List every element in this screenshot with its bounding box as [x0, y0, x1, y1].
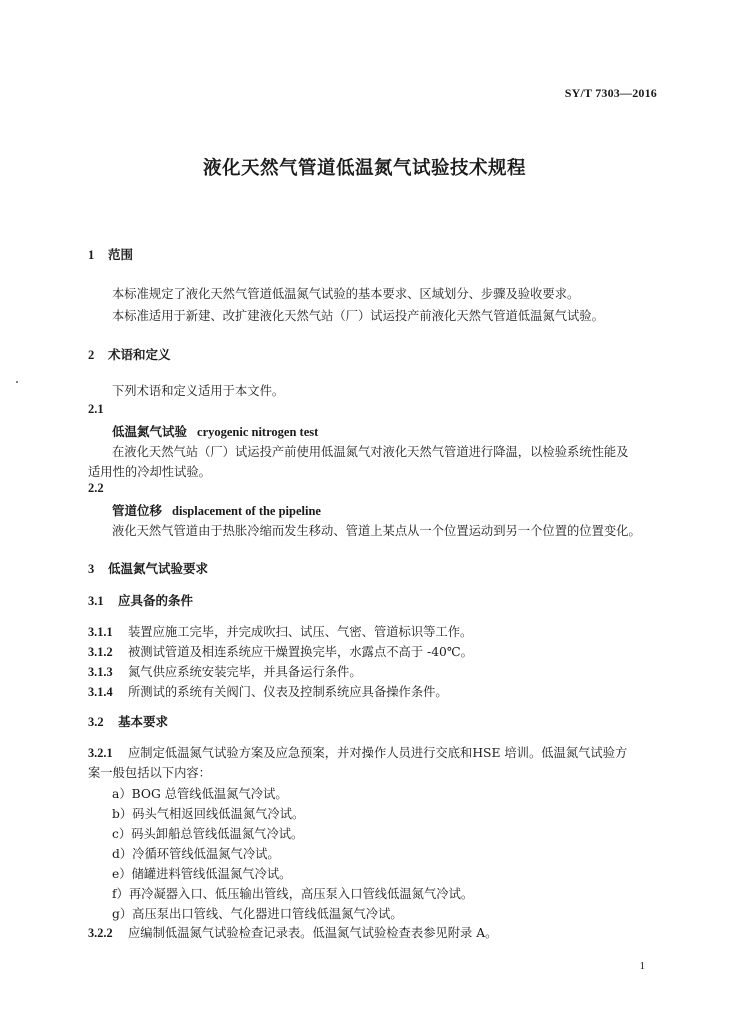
clause-number: 3.2.1 [88, 746, 113, 760]
subsection-title: 应具备的条件 [118, 593, 194, 608]
list-item: c）码头卸船总管线低温氮气冷试。 [112, 827, 304, 841]
clause-text-cont: 案一般包括以下内容： [88, 766, 211, 780]
list-item: d）冷循环管线低温氮气冷试。 [112, 847, 280, 861]
term-definition-cont: 适用性的冷却性试验。 [88, 465, 211, 479]
list-item: e）储罐进料管线低温氮气冷试。 [112, 867, 292, 881]
term-zh: 低温氮气试验 [112, 424, 188, 439]
term-number: 2.1 [88, 402, 104, 416]
clause-text: 应编制低温氮气试验检查记录表。低温氮气试验检查表参见附录 A。 [128, 926, 498, 940]
scan-speck [16, 381, 18, 383]
clause-text: 应制定低温氮气试验方案及应急预案，并对操作人员进行交底和HSE 培训。低温氮气试验方 [128, 746, 628, 760]
subsection-number: 3.2 [88, 715, 104, 729]
section-2-heading [88, 345, 171, 363]
section-number: 2 [88, 348, 95, 362]
clause [88, 662, 362, 680]
standard-number: SY/T 7303—2016 [564, 86, 657, 100]
subsection-number: 3.1 [88, 594, 104, 608]
list-item: f）再冷凝器入口、低压输出管线，高压泵入口管线低温氮气冷试。 [112, 887, 474, 901]
paragraph: 本标准规定了液化天然气管道低温氮气试验的基本要求、区域划分、步骤及验收要求。 [112, 287, 580, 301]
subsection-title: 基本要求 [118, 714, 169, 729]
list-item: a）BOG 总管线低温氮气冷试。 [112, 787, 288, 801]
clause-number: 3.1.1 [88, 625, 113, 639]
clause-text: 装置应施工完毕，并完成吹扫、试压、气密、管道标识等工作。 [128, 625, 473, 639]
section-1-heading [88, 245, 133, 263]
list-item: g）高压泵出口管线、气化器进口管线低温氮气冷试。 [112, 907, 403, 921]
document-title: 液化天然气管道低温氮气试验技术规程 [202, 158, 526, 179]
clause-number: 3.1.3 [88, 665, 113, 679]
clause-number: 3.2.2 [88, 926, 113, 940]
section-number: 3 [88, 562, 95, 576]
term-en: cryogenic nitrogen test [197, 425, 319, 439]
clause [88, 642, 473, 660]
paragraph: 本标准适用于新建、改扩建液化天然气站（厂）试运投产前液化天然气管道低温氮气试验。 [112, 309, 604, 323]
clause-number: 3.1.2 [88, 645, 113, 659]
section-3-heading [88, 559, 208, 577]
subsection-3-1-heading [88, 591, 193, 609]
clause-number: 3.1.4 [88, 685, 113, 699]
term-definition: 在液化天然气站（厂）试运投产前使用低温氮气对液化天然气管道进行降温，以检验系统性能及 [112, 445, 629, 459]
clause-text: 所测试的系统有关阀门、仪表及控制系统应具备操作条件。 [128, 685, 448, 699]
term-title [112, 422, 318, 440]
clause [88, 923, 497, 941]
term-en: displacement of the pipeline [172, 504, 321, 518]
term-number: 2.2 [88, 481, 104, 495]
list-item: b）码头气相返回线低温氮气冷试。 [112, 807, 305, 821]
section-number: 1 [88, 248, 95, 262]
paragraph: 下列术语和定义适用于本文件。 [112, 384, 285, 398]
clause [88, 682, 448, 700]
clause [88, 622, 472, 640]
page-number: 1 [639, 960, 645, 972]
section-title: 范围 [108, 247, 134, 262]
term-title [112, 501, 321, 519]
subsection-3-2-heading [88, 712, 168, 730]
term-zh: 管道位移 [112, 503, 163, 518]
section-title: 术语和定义 [108, 347, 171, 362]
clause-text: 氮气供应系统安装完毕，并具备运行条件。 [128, 665, 362, 679]
section-title: 低温氮气试验要求 [108, 561, 209, 576]
term-definition: 液化天然气管道由于热胀冷缩而发生移动、管道上某点从一个位置运动到另一个位置的位置变化。 [112, 524, 641, 538]
clause [88, 743, 627, 761]
clause-text: 被测试管道及相连系统应干燥置换完毕，水露点不高于 -40℃。 [128, 645, 473, 659]
